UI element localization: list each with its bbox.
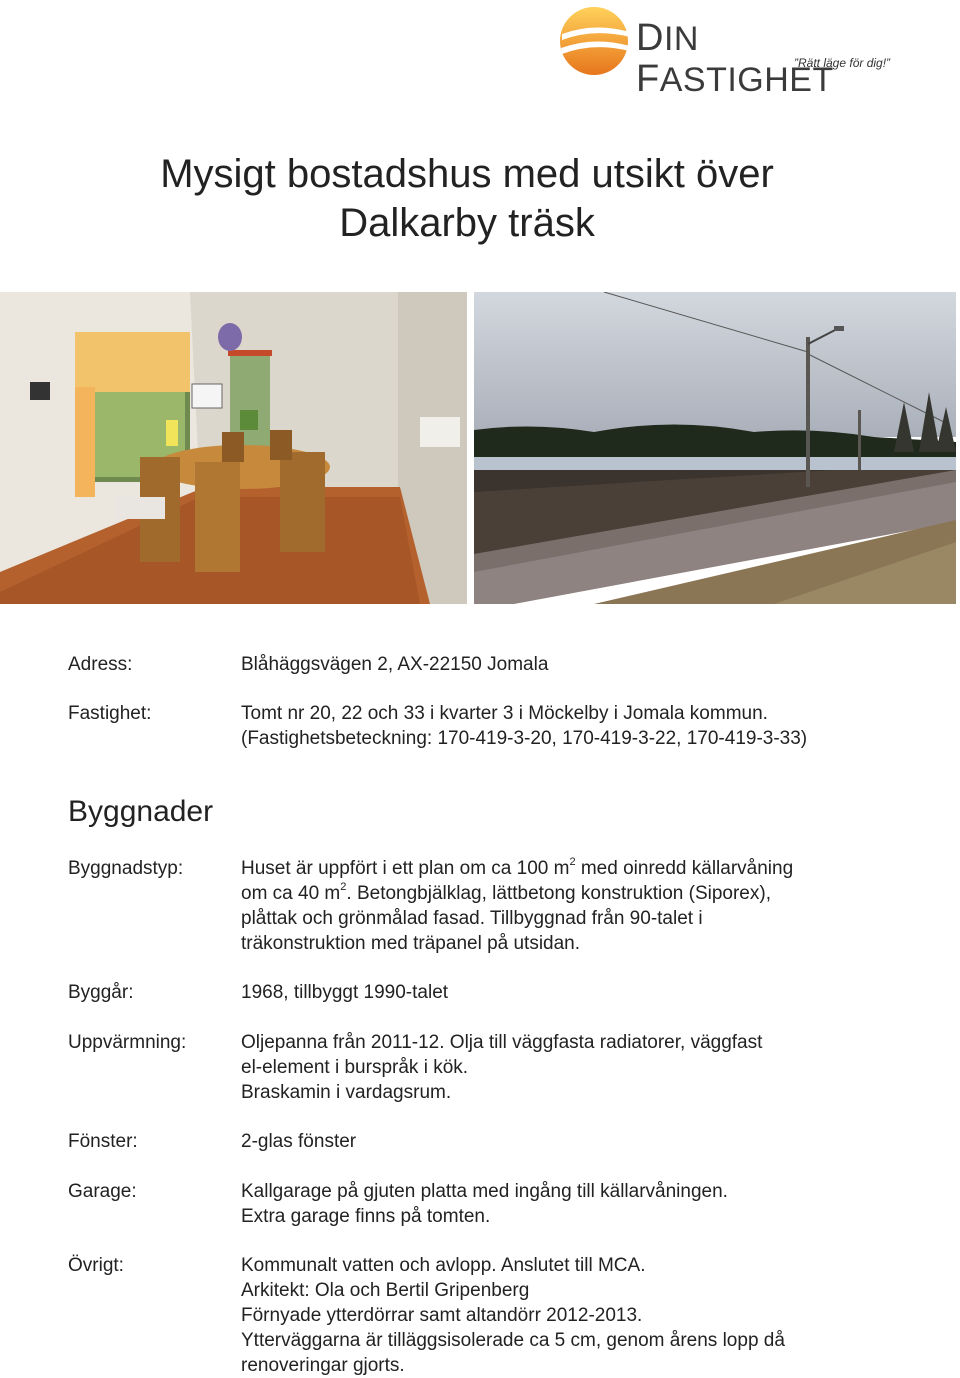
uppvarmning-value: [241, 1030, 941, 1105]
fonster-value: 2-glas fönster: [241, 1131, 357, 1152]
din-fastighet-logo: [556, 4, 896, 100]
garage-label: Garage:: [68, 1181, 137, 1202]
garage-value: [241, 1179, 941, 1229]
fastighet-line: (Fastighetsbeteckning: 170-419-3-20, 170-419-3-22, 170-419-3-33): [241, 728, 808, 749]
ovrigt-line: Ytterväggarna är tilläggsisolerade ca 5 cm, genom årens lopp då: [241, 1330, 785, 1351]
byggnadstyp-line: plåttak och grönmålad fasad. Tillbyggnad från 90-talet i: [241, 908, 703, 929]
title-line-2: Dalkarby träsk: [339, 201, 595, 245]
ovrigt-label: Övrigt:: [68, 1255, 124, 1276]
title-line-1: Mysigt bostadshus med utsikt över: [160, 152, 774, 196]
ovrigt-line: Arkitekt: Ola och Bertil Gripenberg: [241, 1280, 530, 1301]
garage-line: Kallgarage på gjuten platta med ingång till källarvåningen.: [241, 1181, 728, 1202]
logo-tagline: ”Rätt läge för dig!”: [794, 56, 891, 70]
byggnader-heading: Byggnader: [68, 795, 214, 828]
uppvarmning-line: Oljepanna från 2011-12. Olja till väggfasta radiatorer, väggfast: [241, 1032, 763, 1053]
fastighet-label: Fastighet:: [68, 703, 152, 724]
adress-value: Blåhäggsvägen 2, AX-22150 Jomala: [241, 654, 549, 675]
byggnadstyp-label: Byggnadstyp:: [68, 858, 184, 879]
garage-line: Extra garage finns på tomten.: [241, 1206, 491, 1227]
byggar-value: 1968, tillbyggt 1990-talet: [241, 982, 449, 1003]
fastighet-line: Tomt nr 20, 22 och 33 i kvarter 3 i Möckelby i Jomala kommun.: [241, 703, 768, 724]
uppvarmning-label: Uppvärmning:: [68, 1032, 187, 1053]
byggnadstyp-line: Huset är uppfört i ett plan om ca 100 $m^2$ med oinredd källarvåning: [241, 855, 794, 879]
ovrigt-value: [241, 1253, 941, 1378]
byggnadstyp-value: [241, 856, 941, 956]
dining-room-photo: [0, 292, 467, 604]
uppvarmning-line: el-element i burspråk i kök.: [241, 1057, 469, 1078]
uppvarmning-line: Braskamin i vardagsrum.: [241, 1082, 452, 1103]
fonster-label: Fönster:: [68, 1131, 138, 1152]
byggar-label: Byggår:: [68, 982, 134, 1003]
ovrigt-line: renoveringar gjorts.: [241, 1355, 405, 1376]
adress-label: Adress:: [68, 654, 133, 675]
ovrigt-line: Förnyade ytterdörrar samt altandörr 2012-2013.: [241, 1305, 643, 1326]
byggnadstyp-line: om ca 40 $m^2$. Betongbjälklag, lättbetong konstruktion (Siporex),: [241, 880, 771, 904]
ovrigt-line: Kommunalt vatten och avlopp. Anslutet till MCA.: [241, 1255, 646, 1276]
byggnadstyp-line: träkonstruktion med träpanel på utsidan.: [241, 933, 581, 954]
page-title: [0, 150, 934, 248]
fastighet-value: [241, 701, 941, 751]
road-field-photo: [474, 292, 956, 604]
logo-brand-text: DIN FASTIGHET: [636, 17, 834, 100]
logo-sun-icon: [556, 4, 636, 78]
